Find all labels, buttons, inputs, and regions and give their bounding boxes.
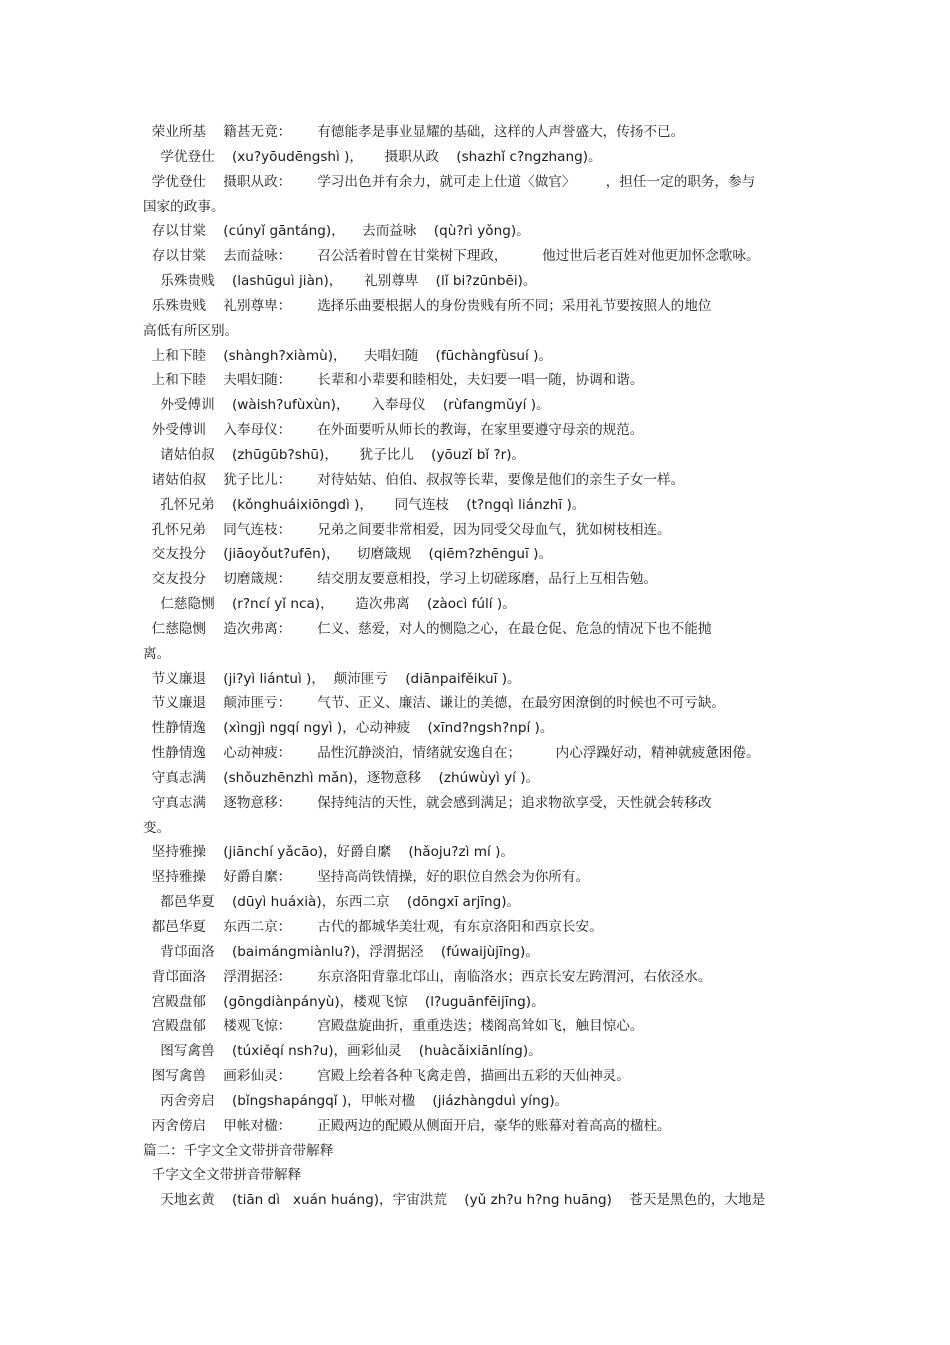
text-line: 外受傅训 入奉母仪： 在外面要听从师长的教诲，在家里要遵守母亲的规范。 <box>143 422 644 439</box>
section-subheading: 千字文全文带拼音带解释 <box>143 1167 302 1184</box>
text-line: 交友投分 (jiāoyǒut?ufēn)， 切磨箴规 (qiēm?zhēnguī )。 <box>143 546 553 563</box>
text-line: 存以甘棠 去而益咏： 召公活着时曾在甘棠树下理政， 他过世后老百姓对他更加怀念歌咏。 <box>143 248 760 265</box>
text-line: 学优登仕 (xu?yōudēngshì )， 摄职从政 (shazhǐ c?ngzhang)。 <box>143 148 602 165</box>
text-line: 孔怀兄弟 (kǒnghuáixiōngdì )， 同气连枝 (t?ngqì liánzhī )。 <box>143 496 586 513</box>
text-line: 坚持雅操 (jiānchí yǎcāo)，好爵自縻 (hǎoju?zì mí )。 <box>143 844 514 861</box>
section-heading: 篇二：千字文全文带拼音带解释 <box>143 1142 334 1159</box>
text-line: 都邑华夏 东西二京： 古代的都城华美壮观，有东京洛阳和西京长安。 <box>143 919 603 935</box>
text-line: 宫殿盘郁 (gōngdiànpányù)，楼观飞惊 (l?uguānfēijīng)。 <box>143 993 545 1010</box>
text-line: 图写禽兽 (túxiěqí nsh?u)，画彩仙灵 (huàcǎixiānlíng)。 <box>143 1043 542 1060</box>
text-line: 乐殊贵贱 (lashūguì jiàn)， 礼别尊卑 (lǐ bi?zūnbēi)。 <box>143 273 537 290</box>
text-line: 仁慈隐恻 (r?ncí yǐ nca)， 造次弗离 (zàocì fúlí )。 <box>143 596 516 613</box>
text-line: 背邙面洛 (baimángmiànlu?)，浮渭据泾 (fúwaijùjīng)。 <box>143 943 539 960</box>
document-body <box>143 120 803 1213</box>
text-line: 国家的政事。 <box>143 198 225 215</box>
text-line: 宫殿盘郁 楼观飞惊： 宫殿盘旋曲折，重重迭迭；楼阁高耸如飞，触目惊心。 <box>143 1018 644 1035</box>
text-line: 孔怀兄弟 同气连枝： 兄弟之间要非常相爱，因为同受父母血气，犹如树枝相连。 <box>143 521 671 538</box>
text-line: 丙舍旁启 (bǐngshapángqǐ )，甲帐对楹 (jiázhàngduì yíng)。 <box>143 1092 569 1109</box>
text-line: 上和下睦 夫唱妇随： 长辈和小辈要和睦相处，夫妇要一唱一随，协调和谐。 <box>143 372 644 389</box>
text-line: 存以甘棠 (cúnyǐ gāntáng)， 去而益咏 (qù?rì yǒng)。 <box>143 223 530 240</box>
text-line: 节义廉退 (ji?yì liántuì )， 颠沛匪亏 (diānpaifěikuī )。 <box>143 670 521 687</box>
text-line: 交友投分 切磨箴规： 结交朋友要意相投，学习上切磋琢磨，品行上互相告勉。 <box>143 571 658 588</box>
text-line: 荣业所基 籍甚无竟： 有德能孝是事业显耀的基础，这样的人声誉盛大，传扬不已。 <box>143 124 685 140</box>
text-line: 性静情逸 心动神疲： 品性沉静淡泊，情绪就安逸自在； 内心浮躁好动，精神就疲惫困倦。 <box>143 745 760 762</box>
text-line: 坚持雅操 好爵自縻： 坚持高尚铁情操，好的职位自然会为你所有。 <box>143 869 590 886</box>
text-line: 守真志满 (shǒuzhēnzhì mǎn)，逐物意移 (zhúwùyì yí )。 <box>143 769 540 786</box>
text-line: 诸姑伯叔 犹子比儿： 对待姑姑、伯伯、叔叔等长辈，要像是他们的亲生子女一样。 <box>143 471 685 488</box>
text-line: 节义廉退 颠沛匪亏： 气节、正义、廉洁、谦让的美德，在最穷困潦倒的时候也不可亏缺。 <box>143 695 726 712</box>
text-line: 离。 <box>143 645 171 662</box>
text-line: 天地玄黄 (tiān dì xuán huáng)，宇宙洪荒 (yǔ zh?u h?ng huāng) 苍天是黑色的，大地是 <box>143 1192 766 1209</box>
text-line: 上和下睦 (shàngh?xiàmù)， 夫唱妇随 (fūchàngfùsuí )。 <box>143 347 553 364</box>
text-line: 图写禽兽 画彩仙灵： 宫殿上绘着各种飞禽走兽，描画出五彩的天仙神灵。 <box>143 1068 630 1085</box>
text-line: 仁慈隐恻 造次弗离： 仁义、慈爱，对人的恻隐之心，在最仓促、危急的情况下也不能抛 <box>143 620 712 637</box>
text-line: 高低有所区别。 <box>143 322 239 339</box>
text-line: 诸姑伯叔 (zhūgūb?shū)， 犹子比儿 (yōuzǐ bǐ ?r)。 <box>143 446 526 463</box>
text-line: 丙舍傍启 甲帐对楹： 正殿两边的配殿从侧面开启，豪华的账幕对着高高的楹柱。 <box>143 1117 671 1134</box>
text-line: 性静情逸 (xìngjì ngqí ngyì )，心动神疲 (xīnd?ngsh?npí )。 <box>143 720 554 737</box>
text-line: 外受傅训 (wàish?ufùxùn)， 入奉母仪 (rùfangmǔyí )。 <box>143 397 550 414</box>
text-line: 背邙面洛 浮渭据泾： 东京洛阳背靠北邙山，南临洛水；西京长安左跨渭河，右依泾水。 <box>143 968 712 985</box>
text-line: 乐殊贵贱 礼别尊卑： 选择乐曲要根据人的身份贵贱有所不同；采用礼节要按照人的地位 <box>143 297 712 314</box>
text-line: 变。 <box>143 819 171 836</box>
text-line: 学优登仕 摄职从政： 学习出色并有余力，就可走上仕道〈做官〉 ，担任一定的职务，参与 <box>143 173 756 190</box>
text-line: 都邑华夏 (dūyì huáxià)，东西二京 (dōngxī arjīng)。 <box>143 894 521 911</box>
text-line: 守真志满 逐物意移： 保持纯洁的天性，就会感到满足；追求物欲享受，天性就会转移改 <box>143 794 712 811</box>
